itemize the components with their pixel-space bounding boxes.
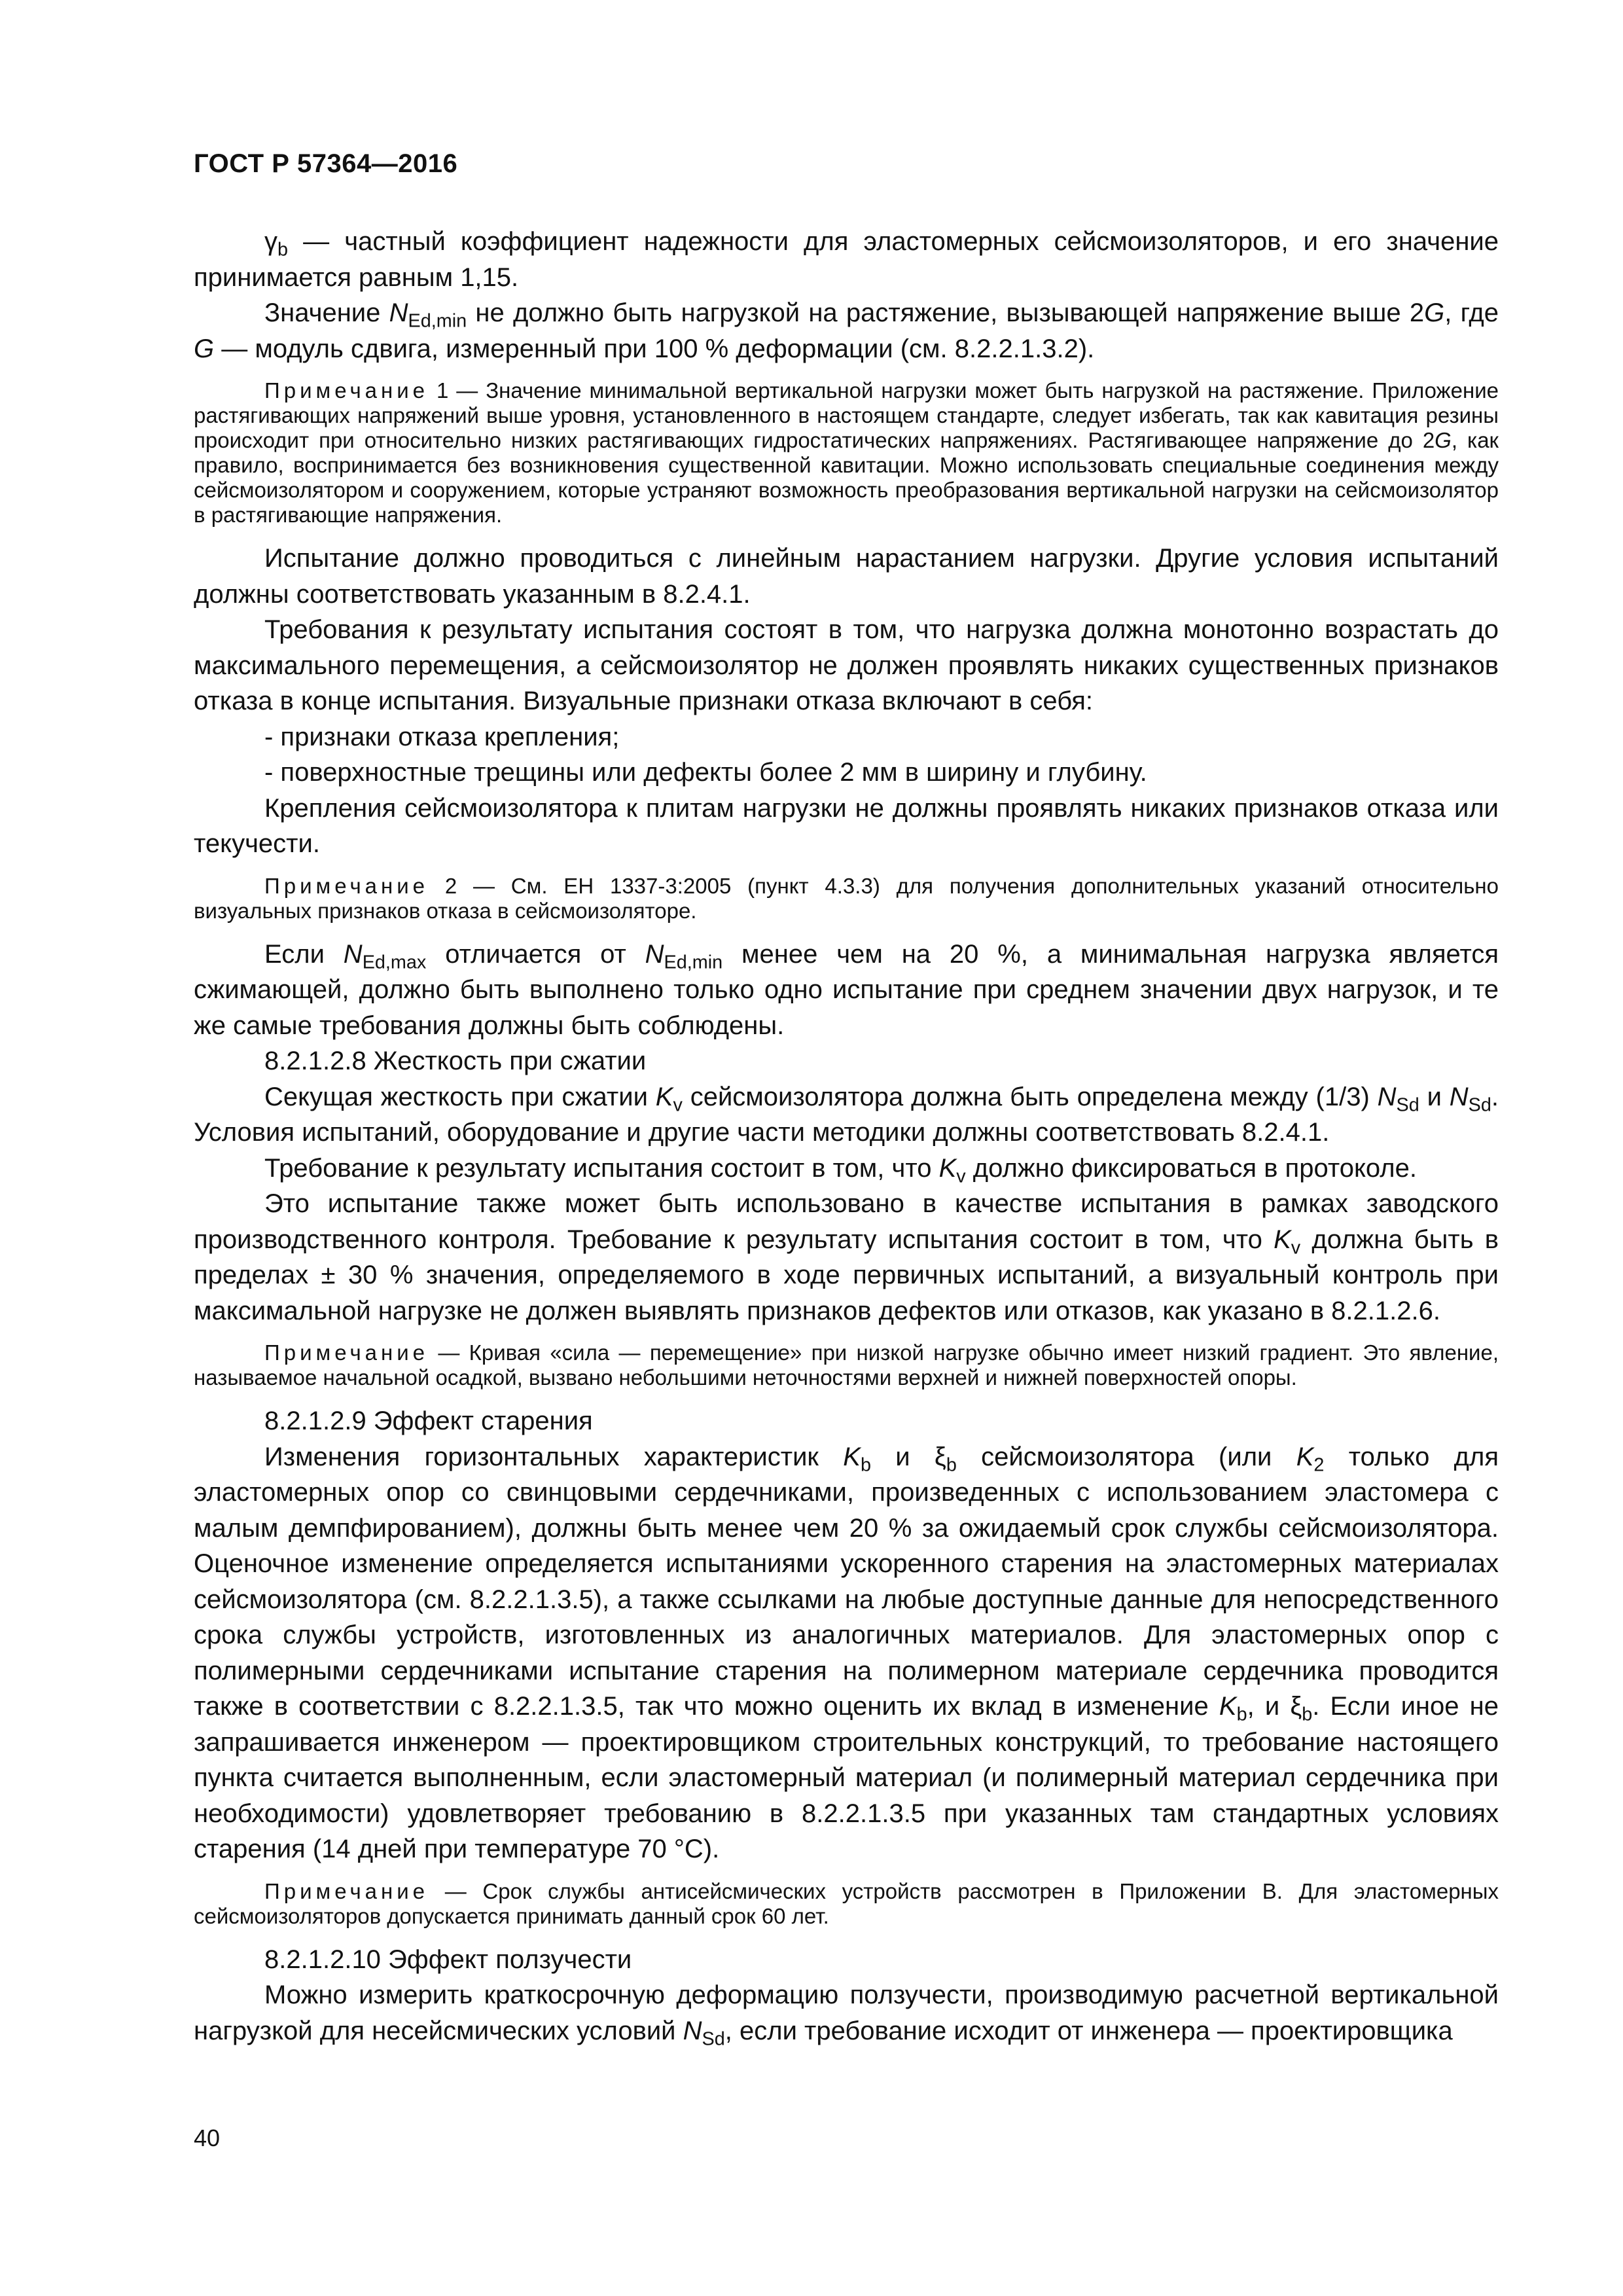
body-paragraph: Можно измерить краткосрочную деформацию ползучести, производимую расчетной вертикальной нагрузкой для несейсмических условий $N_{Sd}$, если требование исходит от инженера — проектировщика: [194, 1981, 1499, 2050]
standard-header: ГОСТ Р 57364—2016: [194, 149, 458, 178]
note-text: 1 — Значение минимальной вертикальной нагрузки может быть нагрузкой на растяжение. Приложение растягивающих напряжений выше уровня, установленного в настоящем стандарте, следует избегать, так как кавитация резины происходит при относительно низких растягивающих гидростатических напряжениях. Растягивающее напряжение до 2G, как правило, воспринимается без возникновения существенной кавитации. Можно использовать специальные соединения между сейсмоизолятором и сооружением, которые устраняют возможность преобразования вертикальной нагрузки на сейсмоизолятор в растягивающие напряжения.: [194, 378, 1499, 527]
section-heading: 8.2.1.2.9 Эффект старения: [264, 1407, 593, 1435]
body-paragraph: Требование к результату испытания состоит в том, что $K_v$ должно фиксироваться в протоколе.: [264, 1153, 1417, 1187]
list-item: - поверхностные трещины или дефекты более 2 мм в ширину и глубину.: [264, 758, 1147, 787]
note-label: Примечание: [264, 378, 429, 403]
body-paragraph: Секущая жесткость при сжатии $K_v$ сейсмоизолятора должна быть определена между (1/3) $N_{Sd}$ и $N_{Sd}$. Условия испытаний, оборудование и другие части методики должны соответствовать 8.2.4.1.: [194, 1082, 1499, 1147]
body-paragraph: Если $N_{Ed,max}$ отличается от $N_{Ed,min}$ менее чем на 20 %, а минимальная нагрузка является сжимающей, должно быть выполнено только одно испытание при среднем значении двух нагрузок, и те же самые требования должны быть соблюдены.: [194, 939, 1499, 1040]
note-paragraph: [194, 1879, 1499, 1929]
body-paragraph: $\gamma_b$ — частный коэффициент надежности для эластомерных сейсмоизоляторов, и его значение принимается равным 1,15.: [194, 227, 1499, 292]
page-number: 40: [194, 2125, 221, 2151]
body-paragraph: Испытание должно проводиться с линейным нарастанием нагрузки. Другие условия испытаний должны соответствовать указанным в 8.2.4.1.: [194, 544, 1499, 609]
note-text: — Срок службы антисейсмических устройств рассмотрен в Приложении В. Для эластомерных сейсмоизоляторов допускается принимать данный срок 60 лет.: [194, 1878, 1499, 1928]
body-paragraph: Требования к результату испытания состоят в том, что нагрузка должна монотонно возрастать до максимального перемещения, а сейсмоизолятор не должен проявлять никаких существенных признаков отказа в конце испытания. Визуальные признаки отказа включают в себя:: [194, 615, 1499, 715]
note-label: Примечание: [264, 873, 429, 898]
note-paragraph: [194, 1340, 1499, 1390]
body-paragraph: Значение $N_{Ed,min}$ не должно быть нагрузкой на растяжение, вызывающей напряжение выше 2G, где G — модуль сдвига, измеренный при 100 % деформации (см. 8.2.2.1.3.2).: [194, 298, 1499, 363]
note-text: 2 — См. ЕН 1337-3:2005 (пункт 4.3.3) для получения дополнительных указаний относительно визуальных признаков отказа в сейсмоизоляторе.: [194, 873, 1499, 923]
body-paragraph: Изменения горизонтальных характеристик $K_b$ и $\xi_b$ сейсмоизолятора (или $K_2$ только для эластомерных опор со свинцовыми сердечниками, произведенных с использованием эластомера с малым демпфированием), должны быть менее чем 20 % за ожидаемый срок службы сейсмоизолятора. Оценочное изменение определяется испытаниями ускоренного старения на эластомерных материалах сейсмоизолятора (см. 8.2.2.1.3.5), а также ссылками на любые доступные данные для непосредственного срока службы устройств, изготовленных из аналогичных материалов. Для эластомерных опор с полимерными сердечниками испытание старения на полимерном материале сердечника проводится также в соответствии с 8.2.2.1.3.5, так что можно оценить их вклад в изменение $K_b$, и $\xi_b$. Если иное не запрашивается инженером — проектировщиком строительных конструкций, то требование настоящего пункта считается выполненным, если эластомерный материал (и полимерный материал сердечника при необходимости) удовлетворяет требованию в 8.2.2.1.3.5 при указанных там стандартных условиях старения (14 дней при температуре 70 °C).: [194, 1442, 1499, 1863]
section-heading: 8.2.1.2.10 Эффект ползучести: [264, 1945, 632, 1974]
document-body: [194, 224, 1499, 2049]
note-label: Примечание: [264, 1340, 429, 1365]
section-heading: 8.2.1.2.8 Жесткость при сжатии: [264, 1047, 647, 1075]
body-paragraph: Крепления сейсмоизолятора к плитам нагрузки не должны проявлять никаких признаков отказа или текучести.: [194, 793, 1499, 858]
list-item: - признаки отказа крепления;: [264, 722, 620, 751]
note-paragraph: [194, 874, 1499, 924]
note-label: Примечание: [264, 1878, 429, 1903]
note-text: — Кривая «сила — перемещение» при низкой нагрузке обычно имеет низкий градиент. Это явление, называемое начальной осадкой, вызвано небольшими неточностями верхней и нижней поверхностей опоры.: [194, 1340, 1499, 1390]
note-paragraph: [194, 378, 1499, 528]
body-paragraph: Это испытание также может быть использовано в качестве испытания в рамках заводского производственного контроля. Требование к результату испытания состоит в том, что $K_v$ должна быть в пределах ± 30 % значения, определяемого в ходе первичных испытаний, а визуальный контроль при максимальной нагрузке не должен выявлять признаков дефектов или отказов, как указано в 8.2.1.2.6.: [194, 1189, 1499, 1325]
